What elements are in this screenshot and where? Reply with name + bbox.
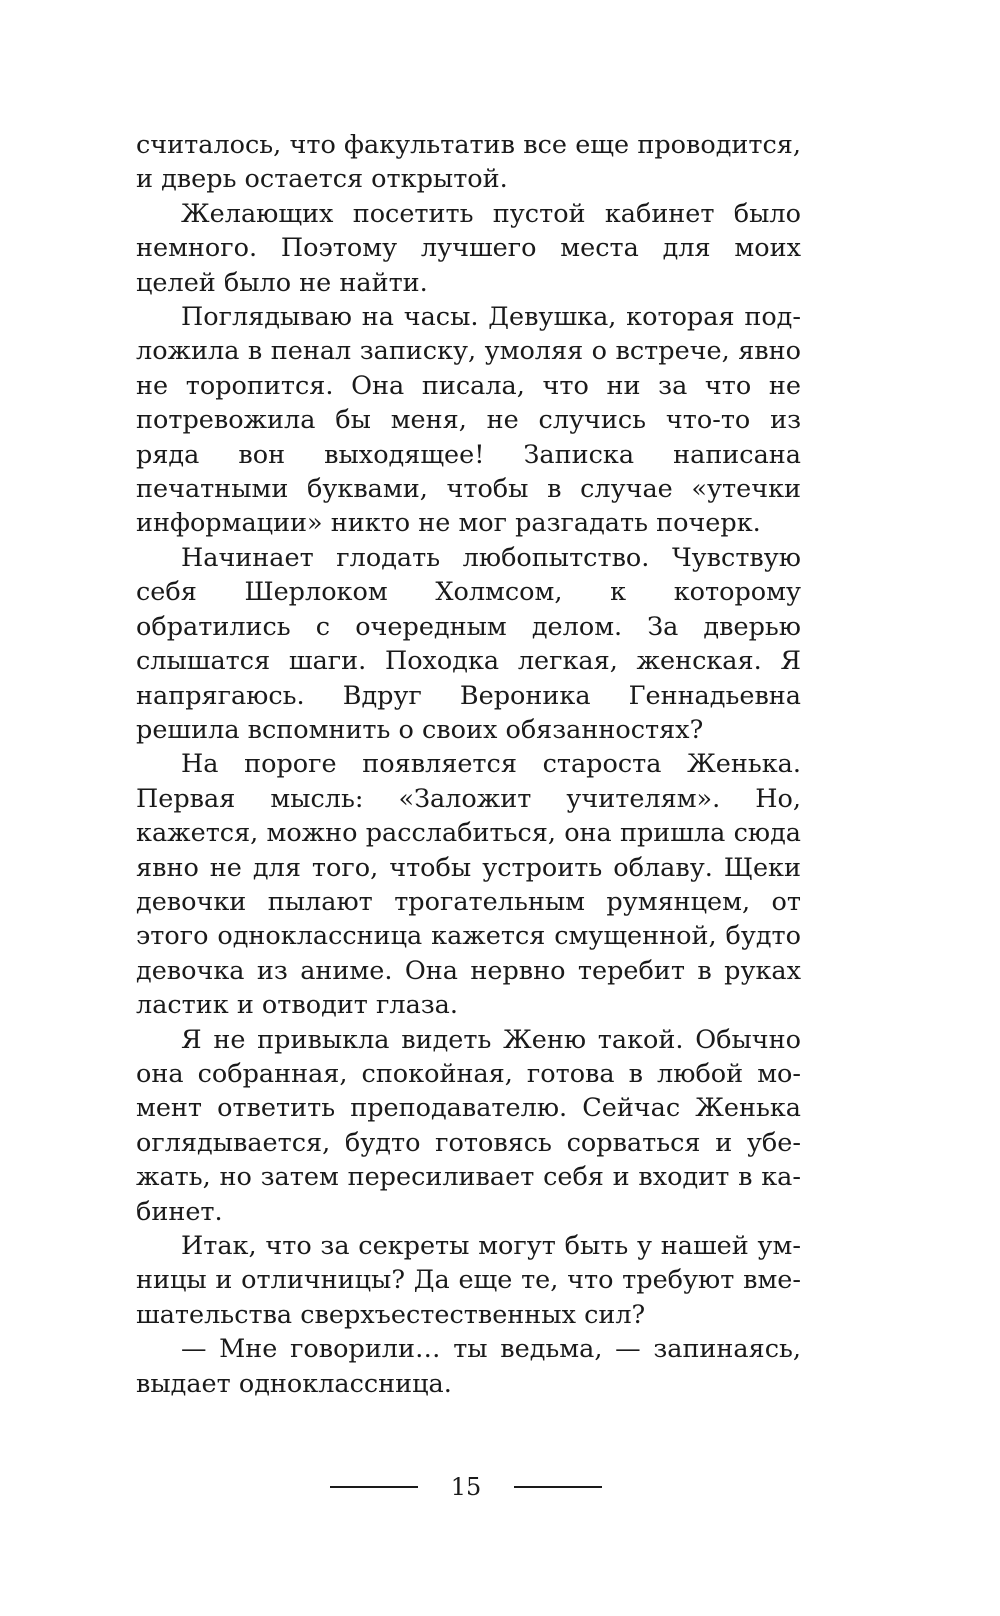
body-text bbox=[136, 128, 801, 1401]
paragraph-7: Итак, что за секреты могут быть у нашей умницы и отличницы? Да еще те, что требуют вмешательства сверхъестественных сил? bbox=[136, 1231, 801, 1330]
paragraph-6: Я не привыкла видеть Женю такой. Обычно она собранная, спокойная, готова в любой момент ответить преподавателю. Сейчас Женька оглядывается, будто готовясь сорваться и убежать, но затем пересиливает себя и входит в кабинет. bbox=[136, 1024, 801, 1227]
footer-rule-right bbox=[514, 1486, 602, 1488]
paragraph-8: — Мне говорили… ты ведьма, — запинаясь, выдает одноклассница. bbox=[136, 1334, 801, 1399]
footer-rule-left bbox=[330, 1486, 418, 1488]
paragraph-2: Желающих посетить пустой кабинет было немного. Поэтому лучшего места для моих целей было не найти. bbox=[136, 198, 801, 298]
paragraph-3: Поглядываю на часы. Девушка, которая подложила в пенал записку, умоляя о встрече, явно не торопится. Она писала, что ни за что не потревожила бы меня, не случись что-то из ряда вон выходящее! Записка написана печатными буквами, чтобы в случае «утечки информации» никто не мог разгадать почерк. bbox=[136, 302, 801, 539]
page-number: 15 bbox=[450, 1473, 482, 1501]
page-footer bbox=[330, 1467, 602, 1507]
paragraph-1: считалось, что факультатив все еще проводится, и дверь остается открытой. bbox=[136, 130, 801, 195]
paragraph-5: На пороге появляется староста Женька. Первая мысль: «Заложит учителям». Но, кажется, можно расслабиться, она пришла сюда явно не для того, чтобы устроить облаву. Щеки девочки пылают трогательным румянцем, от этого одноклассница кажется смущенной, будто девочка из аниме. Она нервно теребит в руках ластик и отводит глаза. bbox=[136, 749, 801, 1021]
paragraph-4: Начинает глодать любопытство. Чувствую себя Шерлоком Холмсом, к которому обратились с очередным делом. За дверью слышатся шаги. Походка легкая, женская. Я напрягаюсь. Вдруг Вероника Геннадьевна решила вспомнить о своих обязанностях? bbox=[136, 542, 801, 745]
